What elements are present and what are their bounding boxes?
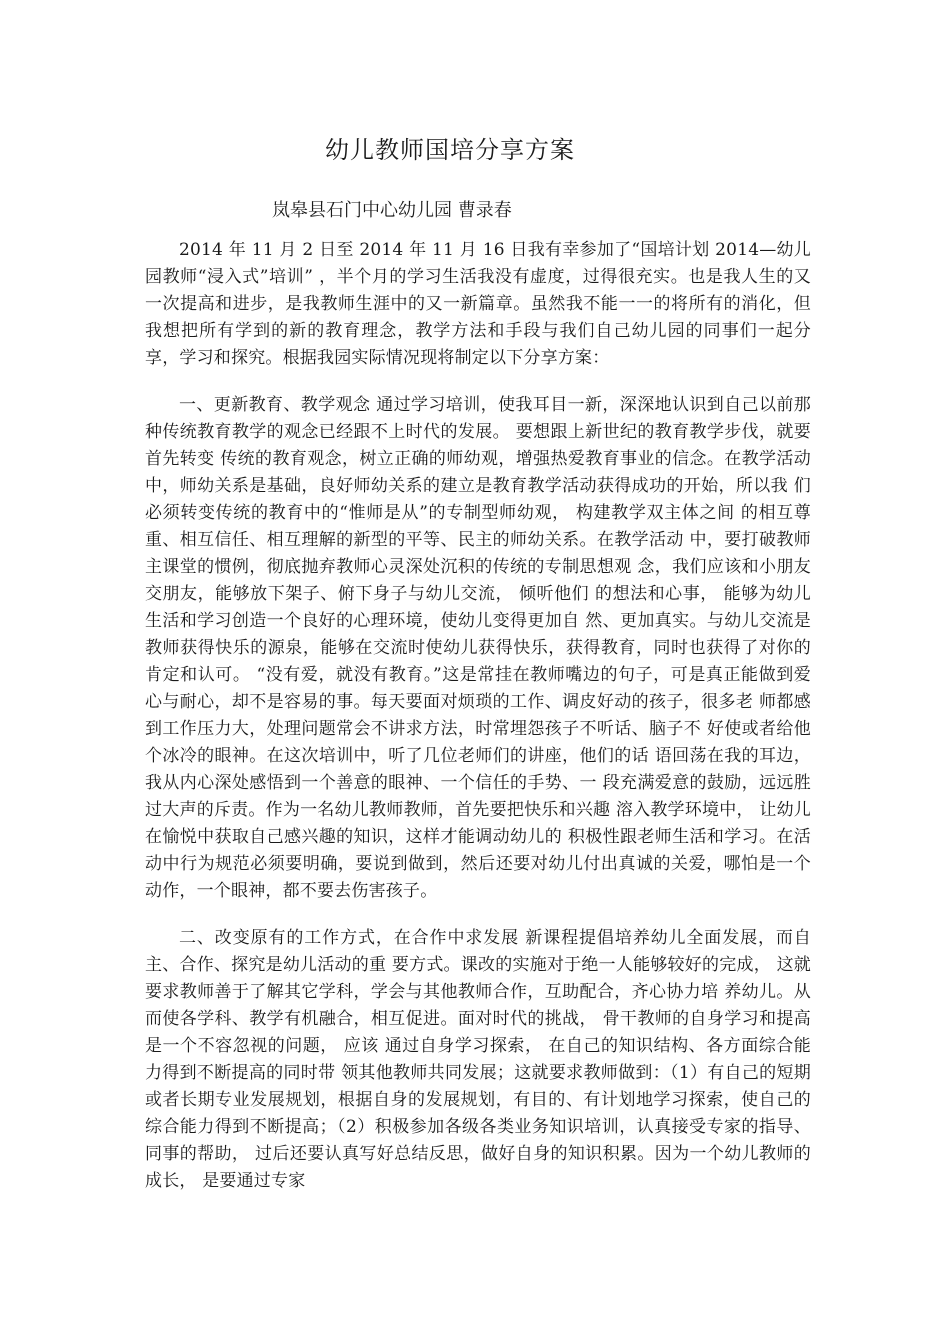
intro-paragraph: 2014 年 11 月 2 日至 2014 年 11 月 16 日我有幸参加了“国培计划 2014—幼儿园教师“浸入式”培训” ，半个月的学习生活我没有虚度，过得很充实。也是我人生的又一次提高和进步，是我教师生涯中的又一新篇章。虽然我不能一一的将所有的消化，但我想把所有学到的新的教育理念，教学方法和手段与我们自己幼儿园的同事们一起分享，学习和探究。根据我园实际情况现将制定以下分享方案： bbox=[145, 240, 811, 368]
document-body bbox=[145, 237, 811, 1195]
document-title: 幼儿教师国培分享方案 bbox=[325, 136, 575, 164]
section-two-paragraph: 二、改变原有的工作方式，在合作中求发展 新课程提倡培养幼儿全面发展，而自主、合作、探究是幼儿活动的重 要方式。课改的实施对于绝一人能够较好的完成， 这就要求教师善于了解其它学科，学会与其他教师合作，互助配合，齐心协力培 养幼儿。从而使各学科、教学有机融合，相互促进。面对时代的挑战， 骨干教师的自身学习和提高是一个不容忽视的问题， 应该 通过自身学习探索， 在自己的知识结构、各方面综合能力得到不断提高的同时带 领其他教师共同发展；这就要求教师做到：（1）有自己的短期或者长期专业发展规划，根据自身的发展规划，有目的、有计划地学习探索，使自己的综合能力得到不断提高；（2）积极参加各级各类业务知识培训，认真接受专家的指导、同事的帮助， 过后还要认真写好总结反思，做好自身的知识积累。因为一个幼儿教师的成长， 是要通过专家 bbox=[145, 928, 811, 1191]
author-byline: 岚皋县石门中心幼儿园 曹录春 bbox=[272, 200, 512, 221]
section-one-paragraph: 一、更新教育、教学观念 通过学习培训，使我耳目一新，深深地认识到自己以前那种传统教育教学的观念已经跟不上时代的发展。 要想跟上新世纪的教育教学步伐，就要首先转变 传统的教育观念，树立正确的师幼观，增强热爱教育事业的信念。在教学活动中，师幼关系是基础，良好师幼关系的建立是教育教学活动获得成功的开始，所以我 们必须转变传统的教育中的“惟师是从”的专制型师幼观， 构建教学双主体之间 的相互尊重、相互信任、相互理解的新型的平等、民主的师幼关系。在教学活动 中，要打破教师主课堂的惯例，彻底抛弃教师心灵深处沉积的传统的专制思想观 念，我们应该和小朋友交朋友，能够放下架子、俯下身子与幼儿交流， 倾听他们 的想法和心事， 能够为幼儿生活和学习创造一个良好的心理环境，使幼儿变得更加自 然、更加真实。与幼儿交流是教师获得快乐的源泉，能够在交流时使幼儿获得快乐，获得教育，同时也获得了对你的肯定和认可。 “没有爱，就没有教育。”这是常挂在教师嘴边的句子，可是真正能做到爱 心与耐心，却不是容易的事。每天要面对烦琐的工作、调皮好动的孩子，很多老 师都感到工作压力大，处理问题常会不讲求方法，时常埋怨孩子不听话、脑子不 好使或者给他个冰冷的眼神。在这次培训中，听了几位老师们的讲座，他们的话 语回荡在我的耳边，我从内心深处感悟到一个善意的眼神、一个信任的手势、一 段充满爱意的鼓励，远远胜过大声的斥责。作为一名幼儿教师教师，首先要把快乐和兴趣 溶入教学环境中， 让幼儿在愉悦中获取自己感兴趣的知识，这样才能调动幼儿的 积极性跟老师生活和学习。在活动中行为规范必须要明确，要说到做到，然后还要对幼儿付出真诚的关爱，哪怕是一个动作，一个眼神，都不要去伤害孩子。 bbox=[145, 395, 811, 901]
